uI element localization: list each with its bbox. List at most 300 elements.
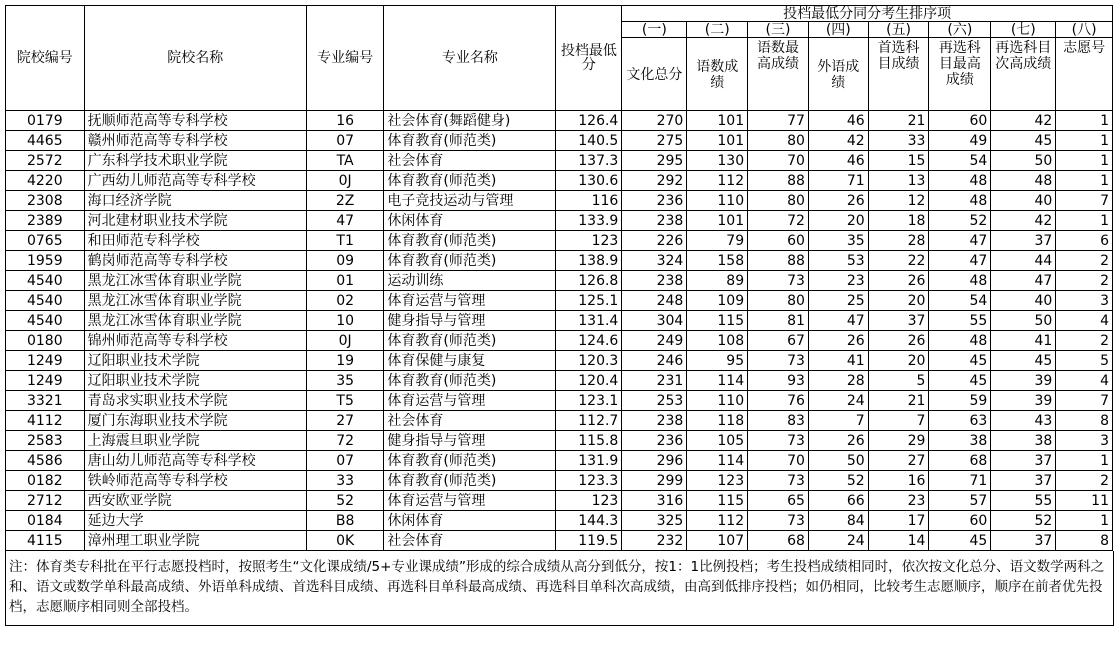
cell-foreign-language: 24 (808, 391, 868, 411)
cell-foreign-language: 26 (808, 191, 868, 211)
footnote: 注：体育类专科批在平行志愿投档时，按照考生“文化课成绩/5+专业课成绩”形成的综合成绩从高分到低分，按1：1比例投档；考生投档成绩相同时，依次按文化总分、语文数学两科之和、语文或数学单科最高成绩、外语单科成绩、首选科目成绩、再选科目单科最高成绩、再选科目单科次高成绩，由高到低排序投档；如仍相同，比较考生志愿顺序，顺序在前者优先投档，志愿顺序相同则全部投档。 (5, 551, 1114, 626)
cell-school-code: 3321 (6, 391, 85, 411)
cell-school-name: 广东科学技术职业学院 (84, 151, 306, 171)
table-row (6, 391, 1113, 411)
cell-culture-total: 236 (622, 431, 687, 451)
cell-preference-no: 1 (1056, 111, 1113, 131)
cell-school-name: 锦州师范高等专科学校 (84, 331, 306, 351)
cell-min-score: 131.4 (556, 311, 622, 331)
cell-culture-total: 296 (622, 451, 687, 471)
cell-culture-total: 304 (622, 311, 687, 331)
cell-preference-no: 3 (1056, 291, 1113, 311)
cell-major-name: 社会体育 (384, 531, 556, 551)
cell-chinese-math-max: 81 (748, 311, 809, 331)
cell-first-subject: 29 (868, 431, 929, 451)
cell-second-subject-next: 50 (991, 311, 1056, 331)
cell-foreign-language: 20 (808, 211, 868, 231)
cell-min-score: 140.5 (556, 131, 622, 151)
cell-second-subject-next: 38 (991, 431, 1056, 451)
cell-chinese-math: 101 (687, 111, 748, 131)
cell-first-subject: 21 (868, 391, 929, 411)
table-row (6, 431, 1113, 451)
cell-chinese-math-max: 60 (748, 231, 809, 251)
cell-second-subject-next: 42 (991, 211, 1056, 231)
cell-foreign-language: 50 (808, 451, 868, 471)
cell-chinese-math: 101 (687, 131, 748, 151)
cell-min-score: 120.3 (556, 351, 622, 371)
cell-school-name: 辽阳职业技术学院 (84, 371, 306, 391)
cell-second-subject-max: 45 (929, 351, 991, 371)
cell-culture-total: 253 (622, 391, 687, 411)
cell-foreign-language: 7 (808, 411, 868, 431)
cell-second-subject-max: 60 (929, 111, 991, 131)
cell-min-score: 116 (556, 191, 622, 211)
cell-major-code: 07 (306, 131, 384, 151)
cell-first-subject: 21 (868, 111, 929, 131)
cell-preference-no: 11 (1056, 491, 1113, 511)
cell-chinese-math: 110 (687, 391, 748, 411)
cell-preference-no: 8 (1056, 531, 1113, 551)
table-row (6, 211, 1113, 231)
cell-preference-no: 1 (1056, 151, 1113, 171)
cell-chinese-math: 123 (687, 471, 748, 491)
cell-school-code: 0182 (6, 471, 85, 491)
cell-second-subject-max: 38 (929, 431, 991, 451)
cell-school-code: 0184 (6, 511, 85, 531)
tie-col-label: 志愿号 (1056, 38, 1113, 111)
cell-second-subject-next: 37 (991, 451, 1056, 471)
cell-school-code: 0179 (6, 111, 85, 131)
cell-second-subject-next: 39 (991, 371, 1056, 391)
cell-chinese-math-max: 88 (748, 171, 809, 191)
table-row (6, 311, 1113, 331)
table-row (6, 331, 1113, 351)
cell-chinese-math: 110 (687, 191, 748, 211)
cell-chinese-math-max: 72 (748, 211, 809, 231)
cell-min-score: 138.9 (556, 251, 622, 271)
cell-culture-total: 248 (622, 291, 687, 311)
cell-major-code: T1 (306, 231, 384, 251)
cell-second-subject-next: 45 (991, 351, 1056, 371)
cell-chinese-math: 115 (687, 491, 748, 511)
cell-culture-total: 299 (622, 471, 687, 491)
cell-major-name: 体育教育(师范类) (384, 451, 556, 471)
tie-col-label: 外语成绩 (808, 38, 868, 111)
cell-min-score: 131.9 (556, 451, 622, 471)
cell-foreign-language: 25 (808, 291, 868, 311)
cell-major-name: 体育教育(师范类) (384, 251, 556, 271)
cell-chinese-math-max: 80 (748, 191, 809, 211)
cell-min-score: 112.7 (556, 411, 622, 431)
cell-major-code: B8 (306, 511, 384, 531)
cell-preference-no: 4 (1056, 311, 1113, 331)
cell-second-subject-next: 52 (991, 511, 1056, 531)
cell-second-subject-next: 37 (991, 471, 1056, 491)
table-row (6, 111, 1113, 131)
cell-second-subject-next: 50 (991, 151, 1056, 171)
cell-preference-no: 5 (1056, 351, 1113, 371)
cell-chinese-math: 112 (687, 511, 748, 531)
cell-chinese-math: 118 (687, 411, 748, 431)
tie-col-number: (六) (929, 22, 991, 38)
cell-first-subject: 7 (868, 411, 929, 431)
table-row (6, 291, 1113, 311)
cell-school-code: 4465 (6, 131, 85, 151)
cell-culture-total: 324 (622, 251, 687, 271)
header-major-code: 专业编号 (306, 6, 384, 111)
table-row (6, 351, 1113, 371)
cell-major-name: 体育运营与管理 (384, 491, 556, 511)
cell-second-subject-max: 47 (929, 251, 991, 271)
cell-first-subject: 15 (868, 151, 929, 171)
cell-foreign-language: 26 (808, 431, 868, 451)
table-body (6, 111, 1113, 551)
cell-chinese-math-max: 68 (748, 531, 809, 551)
header-school-name: 院校名称 (84, 6, 306, 111)
cell-min-score: 124.6 (556, 331, 622, 351)
cell-min-score: 115.8 (556, 431, 622, 451)
cell-school-name: 铁岭师范高等专科学校 (84, 471, 306, 491)
table-row (6, 271, 1113, 291)
table-row (6, 471, 1113, 491)
tie-col-number: (五) (868, 22, 929, 38)
cell-second-subject-next: 55 (991, 491, 1056, 511)
cell-culture-total: 275 (622, 131, 687, 151)
cell-chinese-math-max: 83 (748, 411, 809, 431)
cell-school-code: 1249 (6, 371, 85, 391)
cell-chinese-math-max: 73 (748, 271, 809, 291)
cell-second-subject-max: 47 (929, 231, 991, 251)
cell-first-subject: 23 (868, 491, 929, 511)
cell-chinese-math-max: 77 (748, 111, 809, 131)
cell-major-name: 休闲体育 (384, 511, 556, 531)
cell-foreign-language: 26 (808, 331, 868, 351)
cell-major-code: 10 (306, 311, 384, 331)
cell-school-code: 4220 (6, 171, 85, 191)
admission-table-sheet (5, 5, 1114, 626)
cell-min-score: 123.3 (556, 471, 622, 491)
cell-second-subject-max: 54 (929, 291, 991, 311)
cell-major-name: 健身指导与管理 (384, 431, 556, 451)
cell-chinese-math: 114 (687, 451, 748, 471)
cell-second-subject-next: 40 (991, 191, 1056, 211)
cell-school-name: 海口经济学院 (84, 191, 306, 211)
cell-culture-total: 238 (622, 211, 687, 231)
cell-foreign-language: 46 (808, 151, 868, 171)
tie-col-label: 再选科目最高成绩 (929, 38, 991, 111)
cell-school-code: 0765 (6, 231, 85, 251)
table-row (6, 371, 1113, 391)
table-row (6, 491, 1113, 511)
cell-school-name: 厦门东海职业技术学院 (84, 411, 306, 431)
cell-min-score: 123.1 (556, 391, 622, 411)
cell-school-name: 漳州理工职业学院 (84, 531, 306, 551)
header-school-code: 院校编号 (6, 6, 85, 111)
cell-foreign-language: 42 (808, 131, 868, 151)
cell-major-code: 0K (306, 531, 384, 551)
cell-chinese-math: 95 (687, 351, 748, 371)
cell-school-name: 黑龙江冰雪体育职业学院 (84, 311, 306, 331)
cell-major-name: 休闲体育 (384, 211, 556, 231)
cell-major-name: 健身指导与管理 (384, 311, 556, 331)
cell-second-subject-max: 52 (929, 211, 991, 231)
cell-first-subject: 28 (868, 231, 929, 251)
cell-preference-no: 1 (1056, 131, 1113, 151)
cell-first-subject: 18 (868, 211, 929, 231)
cell-school-code: 2583 (6, 431, 85, 451)
cell-chinese-math-max: 80 (748, 131, 809, 151)
cell-major-name: 体育教育(师范类) (384, 331, 556, 351)
cell-preference-no: 7 (1056, 391, 1113, 411)
cell-chinese-math: 115 (687, 311, 748, 331)
cell-school-code: 0180 (6, 331, 85, 351)
cell-foreign-language: 23 (808, 271, 868, 291)
cell-preference-no: 7 (1056, 191, 1113, 211)
cell-school-code: 2712 (6, 491, 85, 511)
cell-major-name: 电子竞技运动与管理 (384, 191, 556, 211)
cell-school-code: 4112 (6, 411, 85, 431)
cell-major-name: 体育保健与康复 (384, 351, 556, 371)
table-row (6, 171, 1113, 191)
cell-major-code: 72 (306, 431, 384, 451)
cell-second-subject-next: 43 (991, 411, 1056, 431)
cell-culture-total: 231 (622, 371, 687, 391)
cell-second-subject-next: 37 (991, 531, 1056, 551)
cell-major-name: 社会体育(舞蹈健身) (384, 111, 556, 131)
cell-second-subject-max: 59 (929, 391, 991, 411)
cell-culture-total: 316 (622, 491, 687, 511)
cell-foreign-language: 46 (808, 111, 868, 131)
cell-min-score: 126.4 (556, 111, 622, 131)
cell-preference-no: 2 (1056, 271, 1113, 291)
cell-chinese-math-max: 73 (748, 471, 809, 491)
cell-preference-no: 8 (1056, 411, 1113, 431)
cell-chinese-math: 112 (687, 171, 748, 191)
cell-preference-no: 4 (1056, 371, 1113, 391)
cell-second-subject-max: 55 (929, 311, 991, 331)
cell-major-name: 体育运营与管理 (384, 391, 556, 411)
cell-school-name: 鹤岗师范高等专科学校 (84, 251, 306, 271)
cell-major-code: 01 (306, 271, 384, 291)
table-row (6, 191, 1113, 211)
cell-chinese-math: 109 (687, 291, 748, 311)
cell-major-name: 体育运营与管理 (384, 291, 556, 311)
cell-chinese-math: 79 (687, 231, 748, 251)
cell-preference-no: 1 (1056, 171, 1113, 191)
cell-preference-no: 1 (1056, 451, 1113, 471)
tie-col-label: 再选科目次高成绩 (991, 38, 1056, 111)
cell-foreign-language: 84 (808, 511, 868, 531)
cell-major-name: 运动训练 (384, 271, 556, 291)
cell-second-subject-next: 44 (991, 251, 1056, 271)
cell-preference-no: 3 (1056, 431, 1113, 451)
cell-chinese-math: 108 (687, 331, 748, 351)
cell-major-code: 19 (306, 351, 384, 371)
cell-chinese-math: 130 (687, 151, 748, 171)
cell-second-subject-next: 42 (991, 111, 1056, 131)
cell-major-name: 社会体育 (384, 151, 556, 171)
cell-major-code: 33 (306, 471, 384, 491)
table-row (6, 131, 1113, 151)
cell-foreign-language: 52 (808, 471, 868, 491)
cell-first-subject: 14 (868, 531, 929, 551)
cell-major-code: 0J (306, 171, 384, 191)
cell-first-subject: 16 (868, 471, 929, 491)
cell-culture-total: 236 (622, 191, 687, 211)
cell-chinese-math-max: 73 (748, 351, 809, 371)
cell-second-subject-max: 71 (929, 471, 991, 491)
cell-major-code: 52 (306, 491, 384, 511)
cell-first-subject: 26 (868, 331, 929, 351)
cell-second-subject-max: 45 (929, 371, 991, 391)
tie-col-label: 语数最高成绩 (748, 38, 809, 111)
cell-first-subject: 17 (868, 511, 929, 531)
tie-col-number: (二) (687, 22, 748, 38)
cell-min-score: 119.5 (556, 531, 622, 551)
cell-school-name: 抚顺师范高等专科学校 (84, 111, 306, 131)
cell-second-subject-max: 60 (929, 511, 991, 531)
header-tie-break-group: 投档最低分同分考生排序项 (622, 6, 1113, 22)
cell-chinese-math-max: 73 (748, 431, 809, 451)
cell-min-score: 125.1 (556, 291, 622, 311)
table-row (6, 151, 1113, 171)
cell-chinese-math-max: 80 (748, 291, 809, 311)
table-header (6, 6, 1113, 111)
cell-min-score: 144.3 (556, 511, 622, 531)
cell-major-code: 07 (306, 451, 384, 471)
cell-school-code: 4586 (6, 451, 85, 471)
cell-first-subject: 33 (868, 131, 929, 151)
cell-min-score: 120.4 (556, 371, 622, 391)
table-row (6, 511, 1113, 531)
cell-chinese-math-max: 67 (748, 331, 809, 351)
cell-min-score: 123 (556, 491, 622, 511)
cell-second-subject-max: 48 (929, 271, 991, 291)
cell-first-subject: 26 (868, 271, 929, 291)
cell-major-code: 09 (306, 251, 384, 271)
cell-culture-total: 232 (622, 531, 687, 551)
cell-foreign-language: 24 (808, 531, 868, 551)
cell-second-subject-max: 54 (929, 151, 991, 171)
cell-first-subject: 12 (868, 191, 929, 211)
cell-foreign-language: 47 (808, 311, 868, 331)
cell-second-subject-next: 39 (991, 391, 1056, 411)
header-min-score: 投档最低分 (556, 6, 622, 111)
cell-school-code: 4540 (6, 271, 85, 291)
cell-school-name: 唐山幼儿师范高等专科学校 (84, 451, 306, 471)
cell-second-subject-max: 68 (929, 451, 991, 471)
cell-school-name: 河北建材职业技术学院 (84, 211, 306, 231)
cell-preference-no: 6 (1056, 231, 1113, 251)
cell-min-score: 123 (556, 231, 622, 251)
cell-culture-total: 226 (622, 231, 687, 251)
cell-preference-no: 1 (1056, 211, 1113, 231)
cell-chinese-math: 105 (687, 431, 748, 451)
cell-school-code: 4115 (6, 531, 85, 551)
tie-col-number: (三) (748, 22, 809, 38)
cell-preference-no: 1 (1056, 511, 1113, 531)
cell-school-name: 黑龙江冰雪体育职业学院 (84, 291, 306, 311)
cell-school-name: 延边大学 (84, 511, 306, 531)
cell-major-code: 0J (306, 331, 384, 351)
cell-chinese-math: 107 (687, 531, 748, 551)
cell-school-code: 1249 (6, 351, 85, 371)
cell-second-subject-next: 48 (991, 171, 1056, 191)
cell-school-name: 黑龙江冰雪体育职业学院 (84, 271, 306, 291)
cell-second-subject-next: 45 (991, 131, 1056, 151)
cell-school-name: 广西幼儿师范高等专科学校 (84, 171, 306, 191)
cell-chinese-math-max: 93 (748, 371, 809, 391)
cell-foreign-language: 71 (808, 171, 868, 191)
cell-second-subject-next: 41 (991, 331, 1056, 351)
cell-major-name: 体育教育(师范类) (384, 231, 556, 251)
cell-second-subject-max: 63 (929, 411, 991, 431)
cell-foreign-language: 35 (808, 231, 868, 251)
cell-chinese-math: 101 (687, 211, 748, 231)
cell-culture-total: 246 (622, 351, 687, 371)
cell-major-name: 体育教育(师范类) (384, 371, 556, 391)
cell-min-score: 126.8 (556, 271, 622, 291)
cell-second-subject-next: 47 (991, 271, 1056, 291)
cell-school-code: 4540 (6, 311, 85, 331)
cell-culture-total: 249 (622, 331, 687, 351)
cell-school-name: 和田师范专科学校 (84, 231, 306, 251)
cell-culture-total: 295 (622, 151, 687, 171)
cell-second-subject-max: 48 (929, 191, 991, 211)
table-row (6, 411, 1113, 431)
cell-preference-no: 2 (1056, 331, 1113, 351)
cell-preference-no: 2 (1056, 471, 1113, 491)
tie-col-label: 首选科目成绩 (868, 38, 929, 111)
cell-min-score: 130.6 (556, 171, 622, 191)
cell-second-subject-max: 48 (929, 331, 991, 351)
cell-major-name: 体育教育(师范类) (384, 471, 556, 491)
cell-chinese-math-max: 76 (748, 391, 809, 411)
cell-foreign-language: 53 (808, 251, 868, 271)
cell-second-subject-next: 40 (991, 291, 1056, 311)
table-row (6, 451, 1113, 471)
cell-chinese-math-max: 70 (748, 451, 809, 471)
cell-culture-total: 270 (622, 111, 687, 131)
cell-school-code: 2308 (6, 191, 85, 211)
cell-school-code: 2389 (6, 211, 85, 231)
cell-school-code: 2572 (6, 151, 85, 171)
cell-major-code: 02 (306, 291, 384, 311)
cell-major-name: 体育教育(师范类) (384, 131, 556, 151)
cell-school-name: 西安欧亚学院 (84, 491, 306, 511)
cell-first-subject: 37 (868, 311, 929, 331)
cell-major-code: TA (306, 151, 384, 171)
cell-first-subject: 22 (868, 251, 929, 271)
cell-major-code: 16 (306, 111, 384, 131)
header-major-name: 专业名称 (384, 6, 556, 111)
cell-major-code: T5 (306, 391, 384, 411)
cell-school-name: 赣州师范高等专科学校 (84, 131, 306, 151)
cell-major-name: 体育教育(师范类) (384, 171, 556, 191)
cell-second-subject-next: 37 (991, 231, 1056, 251)
cell-major-code: 2Z (306, 191, 384, 211)
cell-second-subject-max: 45 (929, 531, 991, 551)
cell-chinese-math-max: 73 (748, 511, 809, 531)
cell-preference-no: 2 (1056, 251, 1113, 271)
cell-school-name: 上海震旦职业学院 (84, 431, 306, 451)
cell-culture-total: 238 (622, 411, 687, 431)
cell-school-code: 4540 (6, 291, 85, 311)
cell-min-score: 137.3 (556, 151, 622, 171)
cell-major-code: 35 (306, 371, 384, 391)
admission-score-table (5, 5, 1113, 551)
tie-col-label: 文化总分 (622, 38, 687, 111)
